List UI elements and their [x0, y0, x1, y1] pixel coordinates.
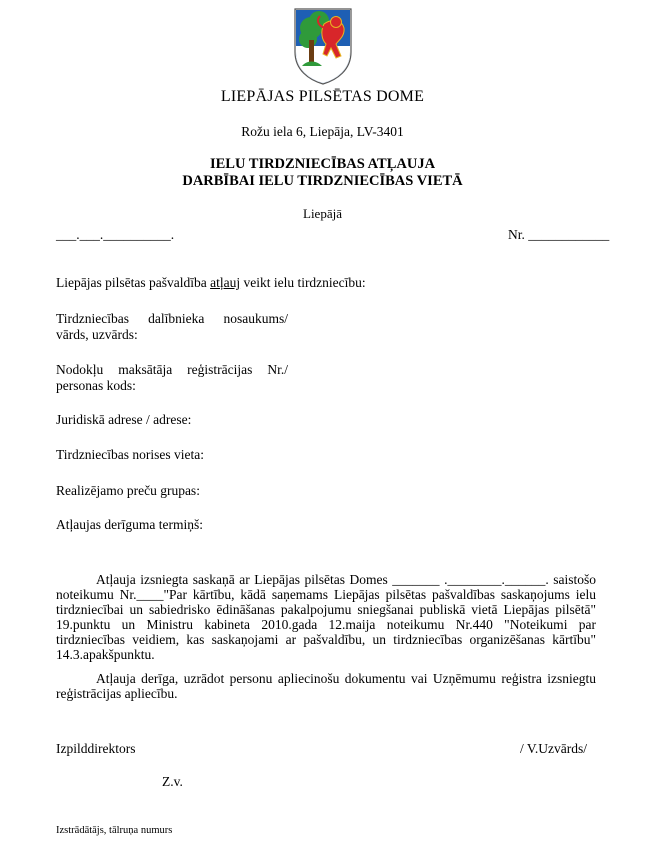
permit-number-blank: Nr. ____________	[508, 227, 610, 242]
stamp-place: Z.v.	[162, 774, 183, 789]
lion-head	[331, 17, 342, 28]
document-author: Izstrādātājs, tālruņa numurs	[56, 825, 173, 836]
field-trade-location: Tirdzniecības norises vieta:	[56, 447, 204, 462]
validity-paragraph	[56, 671, 596, 701]
signatory-name: / V.Uzvārds/	[520, 741, 587, 756]
legal-basis-paragraph	[56, 572, 596, 662]
legal-basis-text: Atļauja izsniegta saskaņā ar Liepājas pilsētas Domes _______ .________.______. saistošo noteikumu Nr.____"Par kārtību, kādā saņemams Liepājas pilsētas pašvaldības saskaņojums ielu tirdzniecībai un sabiedrisko ēdināšanas pakalpojumu sniegšanai publiskā vietā Liepājas pilsētā" 19.punktu un Ministru kabineta 2010.gada 12.maija noteikumu Nr.440 "Noteikumi par tirdzniecības veidiem, kas saskaņojami ar pašvaldību, un tirdzniecības organizēšanas kārtību" 14.3.apakšpunktu.	[56, 572, 596, 662]
document-title-line2: DARBĪBAI IELU TIRDZNIECĪBAS VIETĀ	[182, 173, 463, 189]
intro-before: Liepājas pilsētas pašvaldība	[56, 275, 211, 290]
field-legal-address: Juridiskā adrese / adrese:	[56, 412, 192, 427]
signatory-role: Izpilddirektors	[56, 741, 136, 756]
field-validity-term: Atļaujas derīguma termiņš:	[56, 517, 203, 532]
organization-address: Rožu iela 6, Liepāja, LV-3401	[241, 124, 404, 139]
validity-text: Atļauja derīga, uzrādot personu apliecinošu dokumentu vai Uzņēmumu reģistra izsniegtu reģistrācijas apliecību.	[56, 671, 596, 701]
document-title	[0, 156, 645, 190]
document-title-line1: IELU TIRDZNIECĪBAS ATĻAUJA	[209, 156, 436, 172]
tree-trunk	[309, 40, 314, 62]
issue-date-blank: ___.___.__________.	[56, 227, 175, 242]
intro-sentence	[56, 275, 366, 291]
field-tax-id: Nodokļu maksātāja reģistrācijas Nr./ personas kods:	[56, 362, 288, 393]
field-trader-name: Tirdzniecības dalībnieka nosaukums/ vārds, uzvārds:	[56, 311, 288, 342]
tree-crown-low	[299, 30, 317, 48]
intro-underlined: atļauj	[210, 275, 241, 290]
organization-title: LIEPĀJAS PILSĒTAS DOME	[220, 88, 425, 105]
issue-place: Liepājā	[303, 206, 342, 221]
coat-of-arms-logo	[292, 6, 354, 86]
field-goods-groups: Realizējamo preču grupas:	[56, 483, 200, 498]
intro-after: veikt ielu tirdzniecību:	[240, 275, 366, 290]
